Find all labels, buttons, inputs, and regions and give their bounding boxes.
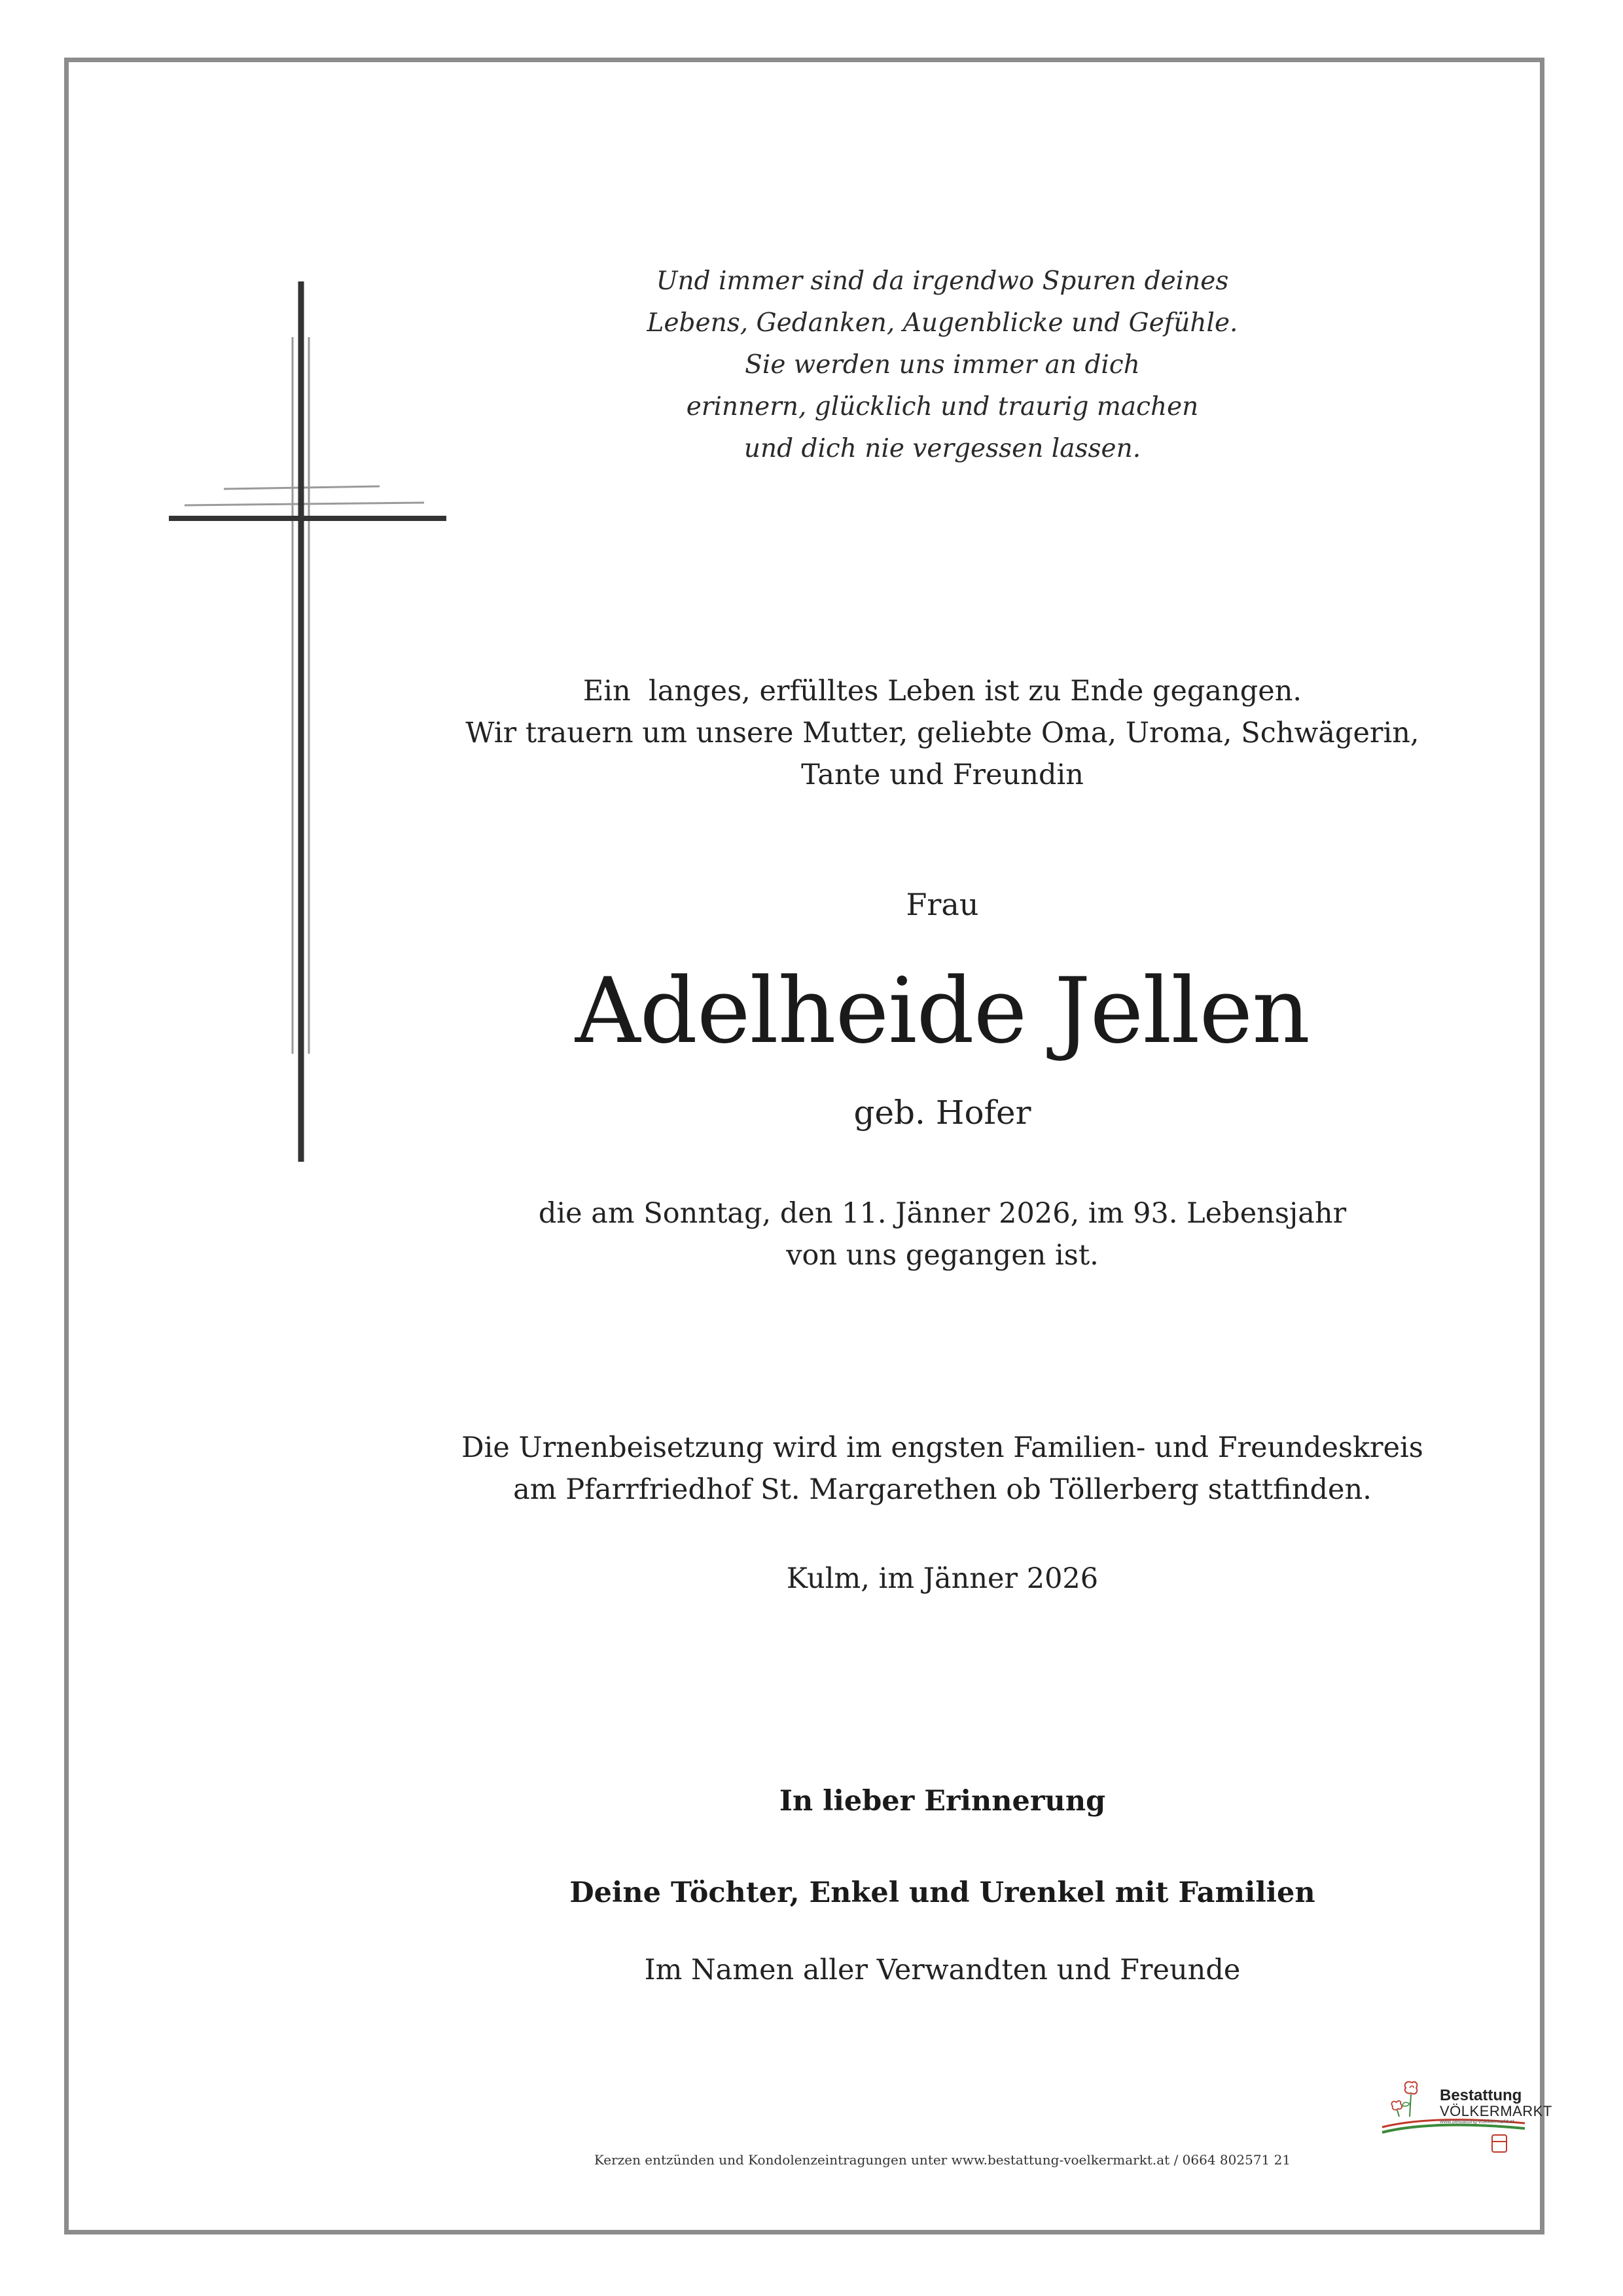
poem-line: Und immer sind da irgendwo Spuren deines [656, 266, 1229, 296]
logo-url: www.bestattung-voelkermarkt.at [1440, 2119, 1514, 2125]
poem-line: Lebens, Gedanken, Augenblicke und Gefühle. [647, 308, 1238, 338]
logo-subtitle: VÖLKERMARKT [1440, 2103, 1552, 2119]
burial-notice [458, 1427, 1427, 1511]
funeral-home-logo [1380, 2073, 1552, 2159]
intro-line: Tante und Freundin [801, 759, 1084, 791]
poem-line: und dich nie vergessen lassen. [743, 434, 1141, 463]
intro-line: Ein langes, erfülltes Leben ist zu Ende gegangen. [582, 675, 1302, 708]
poem [458, 260, 1427, 470]
deceased-name: Adelheide Jellen [575, 958, 1310, 1064]
relatives-line: Im Namen aller Verwandten und Freunde [644, 1954, 1241, 1986]
death-notice-line: von uns gegangen ist. [786, 1239, 1099, 1272]
logo-title: Bestattung [1440, 2087, 1522, 2104]
family-signature: Deine Töchter, Enkel und Urenkel mit Familien [569, 1876, 1315, 1909]
cross-icon [164, 278, 452, 1162]
death-notice [458, 1193, 1427, 1276]
poem-line: erinnern, glücklich und traurig machen [686, 392, 1199, 422]
memory-heading: In lieber Erinnerung [779, 1785, 1106, 1818]
poem-line: Sie werden uns immer an dich [745, 350, 1140, 380]
intro-line: Wir trauern um unsere Mutter, geliebte Oma, Uroma, Schwägerin, [465, 717, 1419, 749]
footer-text: Kerzen entzünden und Kondolenzeintragungen unter www.bestattung-voelkermarkt.at / 0664 802571 21 [594, 2152, 1291, 2168]
salutation: Frau [906, 887, 979, 922]
birth-name: geb. Hofer [853, 1094, 1031, 1132]
place-date: Kulm, im Jänner 2026 [786, 1562, 1099, 1595]
death-notice-line: die am Sonntag, den 11. Jänner 2026, im 93. Lebensjahr [538, 1197, 1347, 1230]
burial-notice-line: am Pfarrfriedhof St. Margarethen ob Töllerberg stattfinden. [513, 1473, 1372, 1506]
burial-notice-line: Die Urnenbeisetzung wird im engsten Familien- und Freundeskreis [461, 1431, 1423, 1464]
intro-text [458, 670, 1427, 796]
